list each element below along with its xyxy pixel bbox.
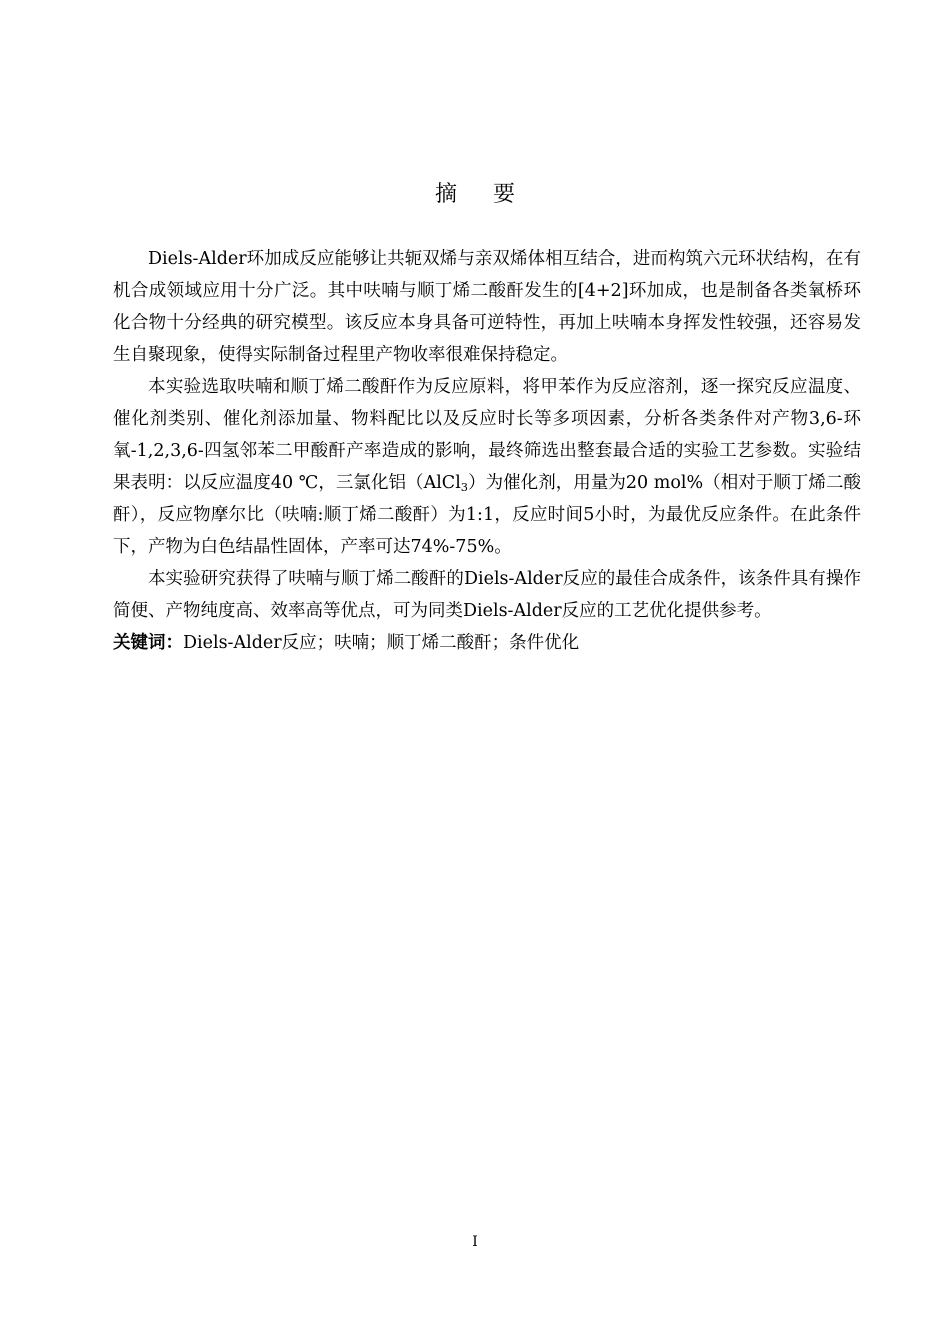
keywords-label: 关键词： bbox=[113, 633, 183, 653]
abstract-paragraph-1: Diels-Alder环加成反应能够让共轭双烯与亲双烯体相互结合，进而构筑六元环状结构，在有机合成领域应用十分广泛。其中呋喃与顺丁烯二酸酐发生的[4+2]环加成，也是制备各类氧桥环化合物十分经典的研究模型。该反应本身具备可逆特性，再加上呋喃本身挥发性较强，还容易发生自聚现象，使得实际制备过程里产物收率很难保持稳定。 bbox=[113, 249, 861, 365]
keywords-line bbox=[113, 627, 861, 659]
page-number: I bbox=[472, 1234, 478, 1250]
subscript-3: 3 bbox=[460, 479, 469, 494]
abstract-body bbox=[113, 243, 861, 659]
abstract-title: 摘要 bbox=[434, 182, 551, 207]
keywords-text: Diels-Alder反应；呋喃；顺丁烯二酸酐；条件优化 bbox=[183, 633, 580, 653]
paragraph-2-part-b: ）为催化剂，用量为20 mol%（相对于顺丁烯二酸酐），反应物摩尔比（呋喃:顺丁烯二酸酐）为1:1，反应时间5小时，为最优反应条件。在此条件下，产物为白色结晶性固体，产率可达74%-75%。 bbox=[113, 473, 861, 557]
abstract-paragraph-2 bbox=[113, 371, 861, 563]
abstract-paragraph-3: 本实验研究获得了呋喃与顺丁烯二酸酐的Diels-Alder反应的最佳合成条件，该条件具有操作简便、产物纯度高、效率高等优点，可为同类Diels-Alder反应的工艺优化提供参考。 bbox=[113, 569, 861, 621]
paragraph-2-part-a: 本实验选取呋喃和顺丁烯二酸酐作为反应原料，将甲苯作为反应溶剂，逐一探究反应温度、催化剂类别、催化剂添加量、物料配比以及反应时长等多项因素，分析各类条件对产物3,6-环氧-1,2,3,6-四氢邻苯二甲酸酐产率造成的影响，最终筛选出整套最合适的实验工艺参数。实验结果表明：以反应温度40 ℃，三氯化铝（AlCl bbox=[113, 377, 861, 493]
